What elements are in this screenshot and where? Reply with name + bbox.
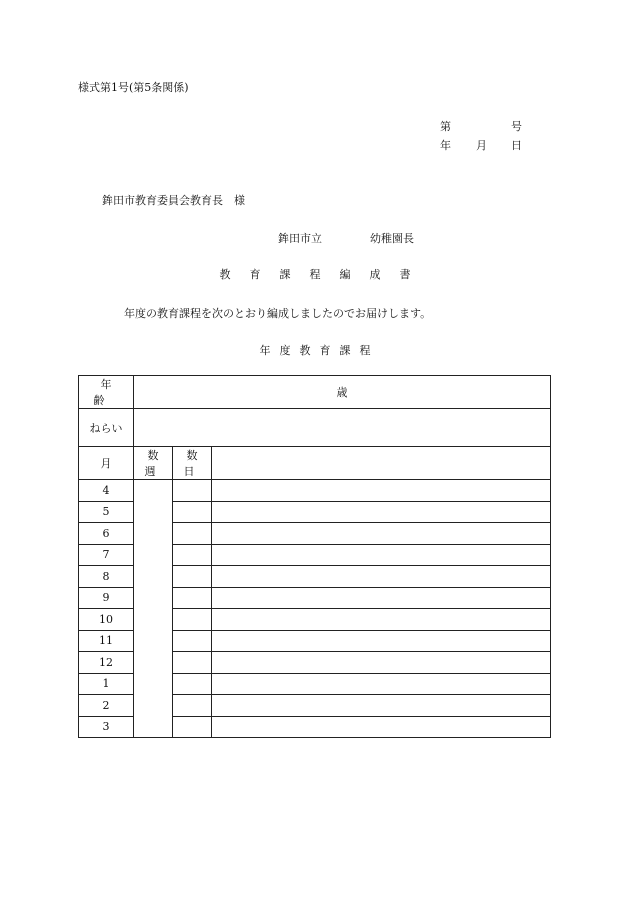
- days-cell: [173, 523, 212, 545]
- content-cell: [212, 630, 551, 652]
- date-day: 日: [511, 139, 522, 152]
- table-title: 年度教育課程: [259, 344, 380, 357]
- days-header: 数日: [173, 447, 212, 480]
- month-cell: 3: [79, 716, 134, 738]
- content-header: [212, 447, 551, 480]
- sender-principal: 幼稚園長: [370, 232, 414, 245]
- date-year: 年: [440, 139, 451, 152]
- intro-text: 年度の教育課程を次のとおり編成しましたのでお届けします。: [124, 307, 432, 320]
- month-header: 月: [79, 447, 134, 480]
- content-cell: [212, 566, 551, 588]
- days-cell: [173, 609, 212, 631]
- month-cell: 10: [79, 609, 134, 631]
- month-cell: 4: [79, 480, 134, 502]
- days-cell: [173, 501, 212, 523]
- month-cell: 12: [79, 652, 134, 674]
- age-unit: 歳: [336, 386, 348, 399]
- month-cell: 7: [79, 544, 134, 566]
- days-cell: [173, 587, 212, 609]
- content-cell: [212, 652, 551, 674]
- content-cell: [212, 501, 551, 523]
- days-cell: [173, 630, 212, 652]
- age-row: [79, 376, 551, 409]
- weeks-cell: [134, 480, 173, 738]
- aim-value-cell: [134, 409, 551, 447]
- month-cell: 6: [79, 523, 134, 545]
- sender-city: 鉾田市立: [278, 232, 322, 245]
- days-cell: [173, 695, 212, 717]
- month-cell: 8: [79, 566, 134, 588]
- month-cell: 5: [79, 501, 134, 523]
- content-cell: [212, 673, 551, 695]
- number-suffix: 号: [511, 120, 522, 133]
- days-cell: [173, 673, 212, 695]
- age-label: 年齢: [93, 378, 126, 407]
- content-cell: [212, 544, 551, 566]
- days-cell: [173, 652, 212, 674]
- content-cell: [212, 695, 551, 717]
- month-cell: 2: [79, 695, 134, 717]
- number-prefix: 第: [440, 120, 451, 133]
- header-row: [79, 447, 551, 480]
- date-month: 月: [476, 139, 487, 152]
- month-cell: 11: [79, 630, 134, 652]
- aim-row: [79, 409, 551, 447]
- content-cell: [212, 523, 551, 545]
- sender-line: [278, 230, 414, 246]
- age-value-cell: [134, 376, 551, 409]
- content-cell: [212, 716, 551, 738]
- addressee: 鉾田市教育委員会教育長 様: [102, 194, 245, 207]
- days-cell: [173, 544, 212, 566]
- month-cell: 9: [79, 587, 134, 609]
- content-cell: [212, 480, 551, 502]
- form-number: 様式第1号(第5条関係): [78, 81, 189, 94]
- content-cell: [212, 587, 551, 609]
- month-row: [79, 480, 551, 502]
- aim-label: ねらい: [89, 421, 123, 435]
- days-cell: [173, 566, 212, 588]
- age-label-cell: [79, 376, 134, 409]
- month-cell: 1: [79, 673, 134, 695]
- days-cell: [173, 716, 212, 738]
- aim-label-cell: [79, 409, 134, 447]
- curriculum-table: [78, 375, 551, 738]
- content-cell: [212, 609, 551, 631]
- document-title: 教育課程編成書: [219, 268, 430, 281]
- weeks-header: 数週: [134, 447, 173, 480]
- days-cell: [173, 480, 212, 502]
